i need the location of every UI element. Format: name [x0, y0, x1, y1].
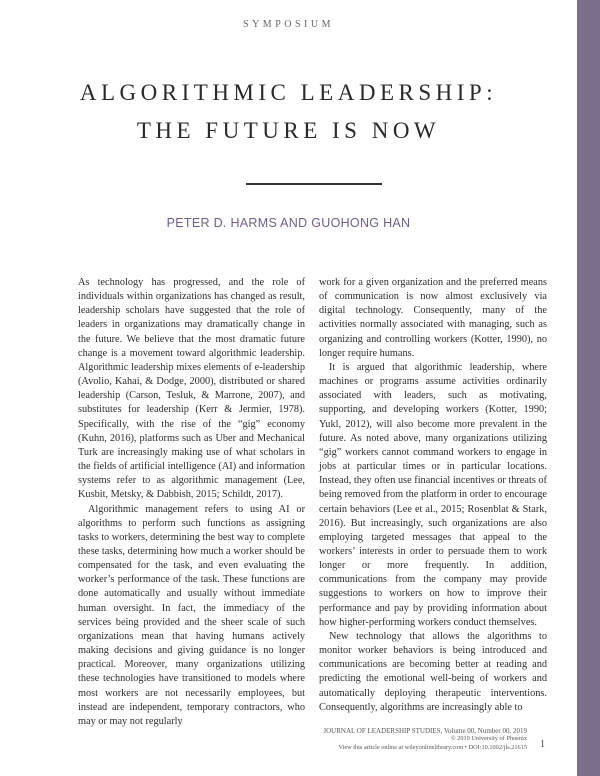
- copyright-line: © 2019 University of Phoenix: [450, 735, 527, 743]
- section-label: SYMPOSIUM: [243, 19, 334, 30]
- paragraph: It is argued that algorithmic leadership, where machines or programs assume activities ordinarily associated with leaders, such as motivating, supporting, and developing workers (Kotter, 1990; Yukl, 2012), will also become more prevalent in the future. As noted above, many organizations utilizing “gig” workers cannot command workers to engage in jobs at particular times or in particular locations. Instead, they often use financial incentives or threats of being removed from the platform in order to encourage certain behaviors (Lee et al., 2015; Rosenblat & Stark, 2016). But increasingly, such organizations are also employing targeted messages that appeal to the workers’ interests in order to persuade them to work longer or more frequently. In addition, communications from the company may provide suggestions to workers on how to improve their performance and pay by providing information about how higher-performing workers conduct themselves.: [319, 361, 547, 628]
- paragraph: Algorithmic management refers to using AI or algorithms to perform such functions as assigning tasks to workers, determining the best way to complete these tasks, determining how much a worker should be compensated for the task, and even evaluating the worker’s performance of the task. These functions are done automatically and usually without immediate human oversight. In fact, the immediacy of the services being provided and the sheer scale of such organizations mean that having humans actively making decisions and giving guidance is no longer practical. Moreover, many organizations utilizing these technologies have transitioned to models where most workers are not necessarily employees, but instead are independent, temporary contractors, who may or may not regularly: [78, 503, 305, 727]
- paragraph: work for a given organization and the preferred means of communication is now almost exclusively via digital technology. Consequently, many of the activities normally associated with managing, such as organizing and controlling workers (Kotter, 1990), no longer require humans.: [319, 277, 547, 359]
- side-color-stripe: [577, 0, 600, 776]
- author-names: PETER D. HARMS AND GUOHONG HAN: [166, 216, 411, 230]
- paragraph: New technology that allows the algorithms to monitor worker behaviors is being introduced and communications are becoming better at reading and predicting the emotional well-being of workers and automatically deploying therapeutic interventions. Consequently, algorithms are increasingly able to: [319, 630, 547, 713]
- article-title-line-2: THE FUTURE IS NOW: [136, 118, 441, 143]
- journal-footer: [300, 727, 527, 752]
- body-column-right: [319, 276, 547, 715]
- journal-citation: JOURNAL OF LEADERSHIP STUDIES, Volume 00, Number 00, 2019: [323, 727, 527, 735]
- title-divider: [246, 183, 382, 185]
- body-column-left: [78, 276, 305, 729]
- online-doi-line: View this article online at wileyonlinelibrary.com • DOI:10.1002/jls.21615: [338, 743, 527, 751]
- page-number: 1: [540, 739, 545, 750]
- paragraph: As technology has progressed, and the role of individuals within organizations has changed as result, leadership scholars have suggested that the role of leaders in organizations may dramatically change in the future. We believe that the most dramatic future change is a movement toward algorithmic leadership. Algorithmic leadership mixes elements of e-leadership (Avolio, Kahai, & Dodge, 2000), distributed or shared leadership (Carson, Tesluk, & Marrone, 2007), and substitutes for leadership (Kerr & Jermier, 1978). Specifically, with the rise of the “gig” economy (Kuhn, 2016), platforms such as Uber and Mechanical Turk are increasingly making use of what scholars in the fields of artificial intelligence (AI) and information systems refer to as algorithmic management (Lee, Kusbit, Metsky, & Dabbish, 2015; Schildt, 2017).: [78, 277, 305, 501]
- article-title-line-1: ALGORITHMIC LEADERSHIP:: [79, 80, 498, 105]
